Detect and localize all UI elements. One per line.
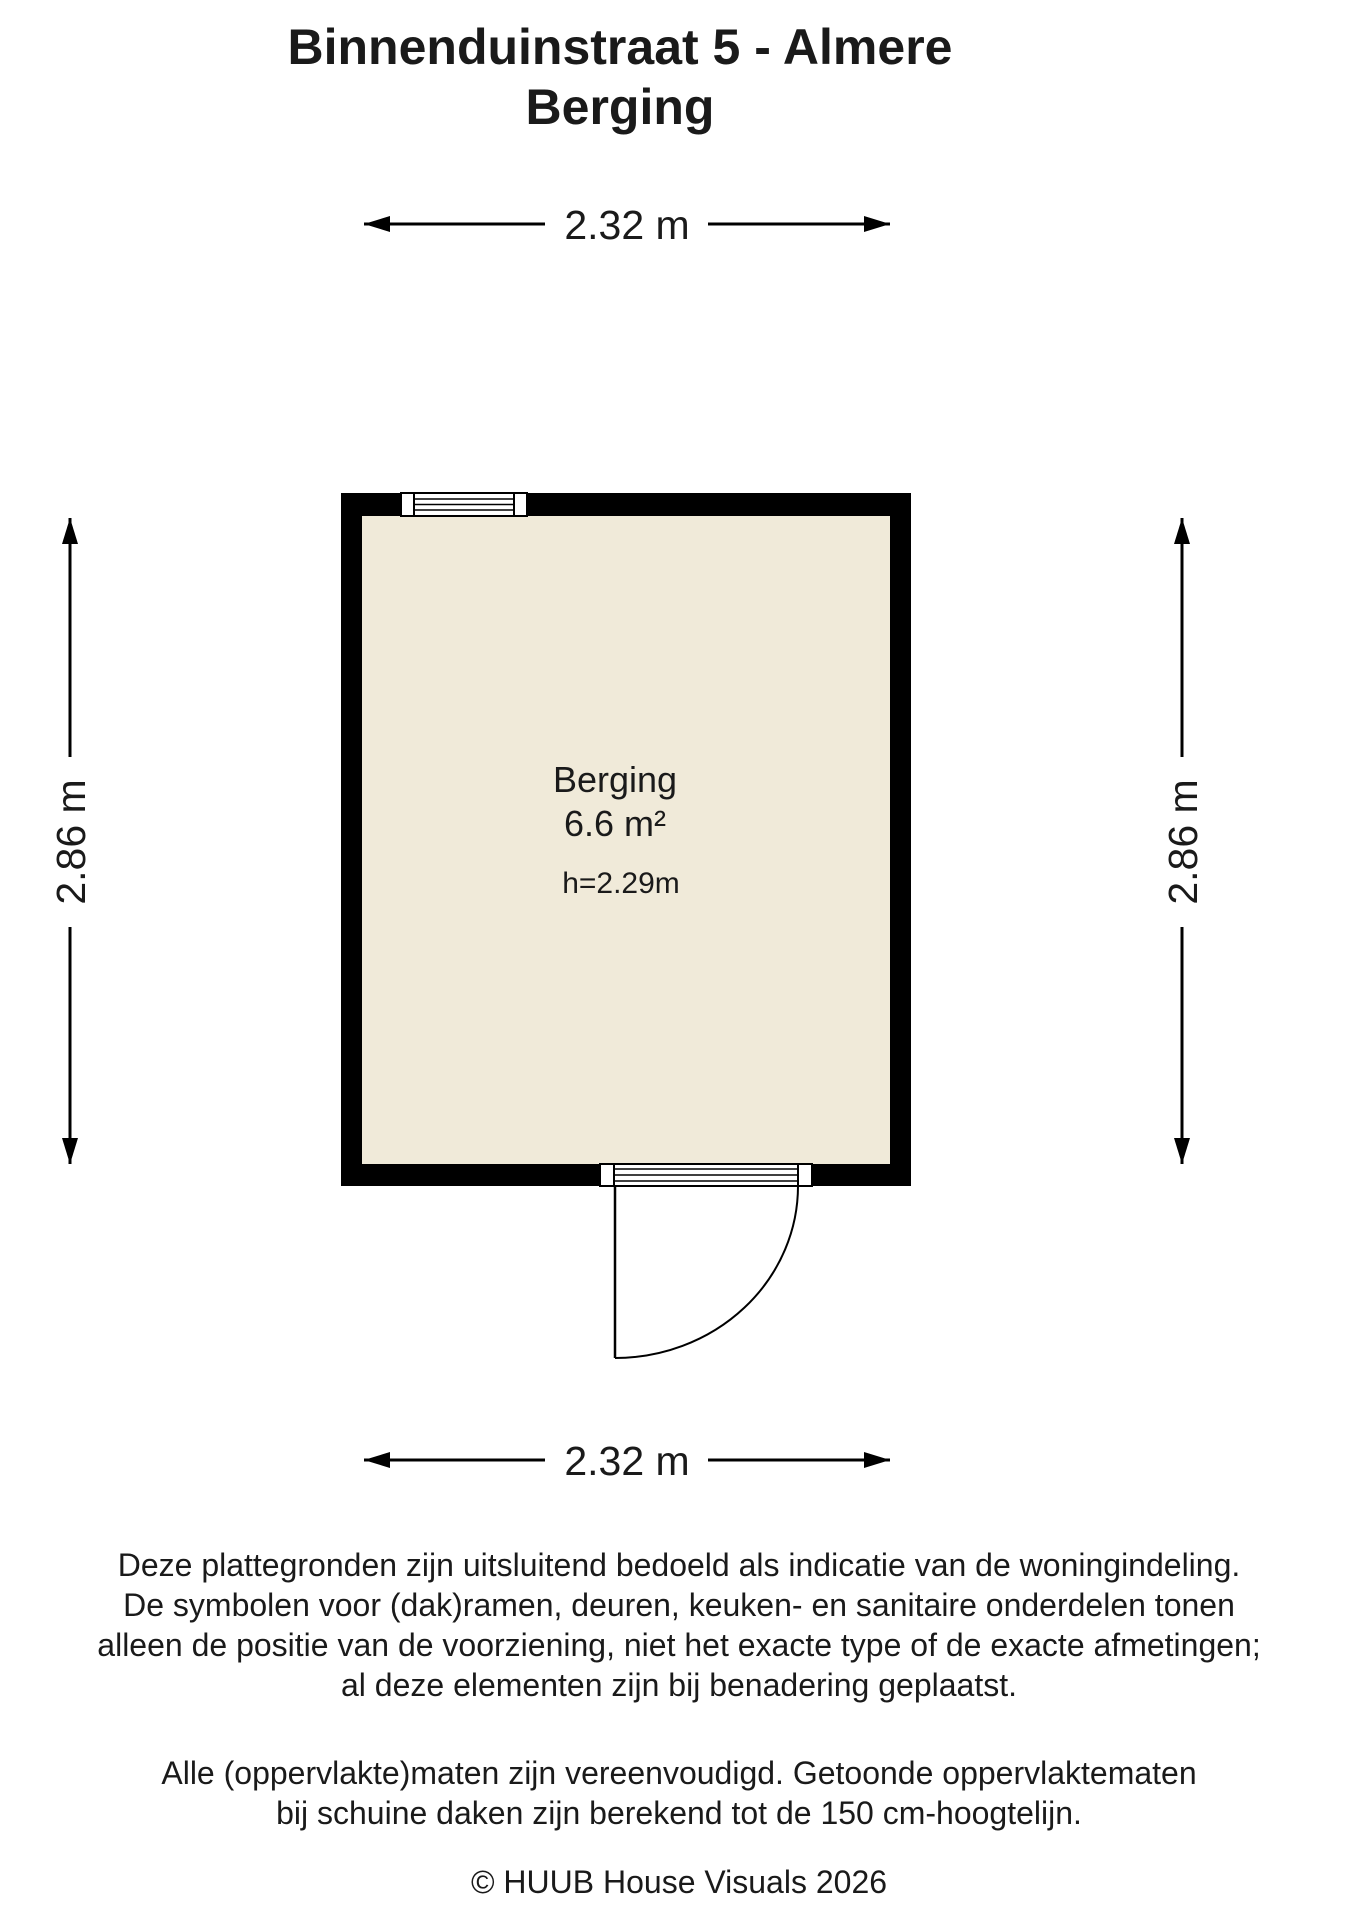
arrow-up-icon — [1174, 518, 1190, 544]
dimension-bottom — [364, 1438, 890, 1484]
room-name: Berging — [552, 759, 678, 800]
arrow-down-icon — [1174, 1138, 1190, 1164]
disclaimer-line: Deze plattegronden zijn uitsluitend bedoeld als indicatie van de woningindeling. — [117, 1547, 1241, 1583]
disclaimer-line: al deze elementen zijn bij benadering geplaatst. — [340, 1667, 1017, 1703]
disclaimer-line: alleen de positie van de voorziening, niet het exacte type of de exacte afmetingen; — [97, 1627, 1261, 1663]
dimension-top-label: 2.32 m — [564, 202, 690, 248]
disclaimer-line: bij schuine daken zijn berekend tot de 150 cm-hoogtelijn. — [276, 1795, 1082, 1831]
copyright-notice: © HUUB House Visuals 2026 — [470, 1864, 888, 1900]
disclaimer-line: Alle (oppervlakte)maten zijn vereenvoudigd. Getoonde oppervlaktematen — [161, 1755, 1197, 1791]
arrow-down-icon — [62, 1138, 78, 1164]
room-berging — [341, 493, 911, 1358]
plan-subtitle: Berging — [525, 79, 715, 135]
arrow-up-icon — [62, 518, 78, 544]
area-note — [0, 1753, 1358, 1833]
plan-title: Binnenduinstraat 5 - Almere — [287, 19, 953, 75]
room-height: h=2.29m — [562, 867, 680, 900]
arrow-left-icon — [364, 216, 390, 232]
arrow-right-icon — [864, 1452, 890, 1468]
dimension-bottom-label: 2.32 m — [564, 1438, 690, 1484]
disclaimer-text — [0, 1545, 1358, 1705]
dimension-left-label: 2.86 m — [48, 779, 94, 905]
dimension-left — [48, 518, 94, 1164]
dimension-top — [364, 202, 890, 248]
arrow-left-icon — [364, 1452, 390, 1468]
door-symbol — [600, 1164, 812, 1358]
disclaimer-line: De symbolen voor (dak)ramen, deuren, keuken- en sanitaire onderdelen tonen — [123, 1587, 1235, 1623]
window-symbol — [401, 493, 527, 516]
room-area: 6.6 m² — [563, 803, 667, 844]
dimension-right — [1160, 518, 1206, 1164]
arrow-right-icon — [864, 216, 890, 232]
dimension-right-label: 2.86 m — [1160, 779, 1206, 905]
